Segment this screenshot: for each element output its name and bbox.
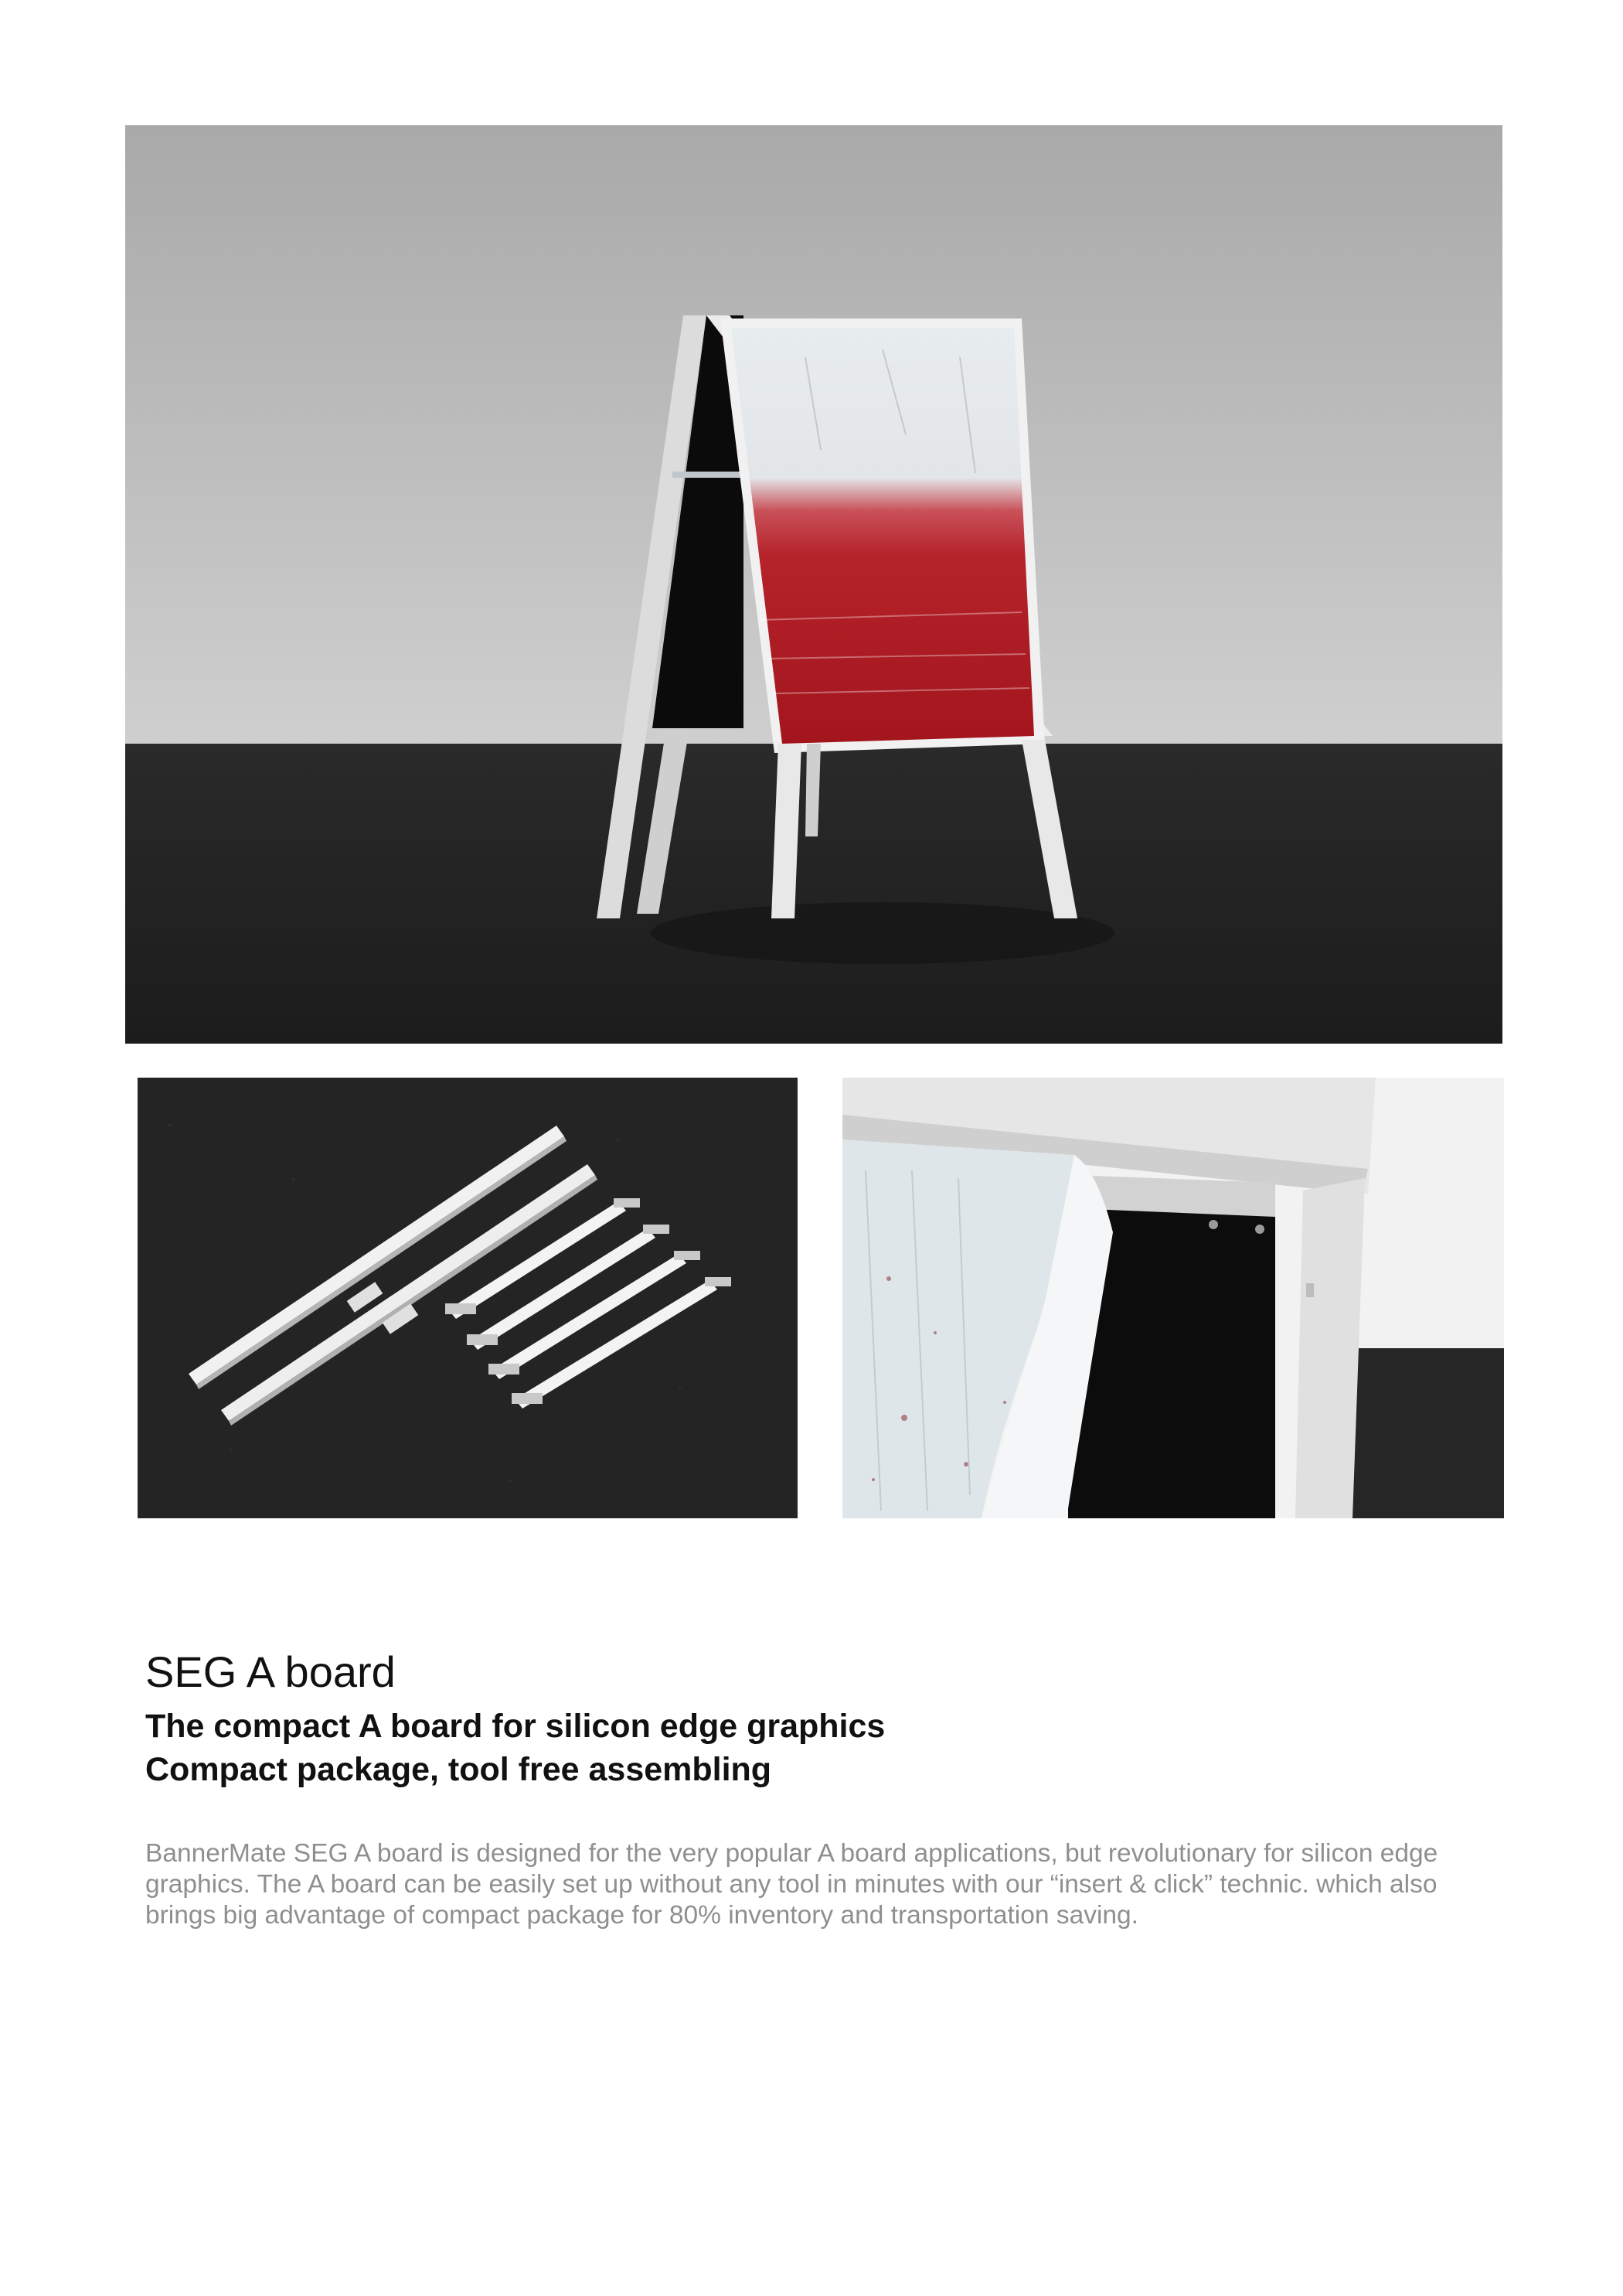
detail-photo-frame-corner (842, 1078, 1504, 1518)
hero-photo-a-board (125, 125, 1502, 1044)
product-subtitle-1: The compact A board for silicon edge graphics (145, 1708, 886, 1745)
frame-corner-illustration (842, 1078, 1504, 1518)
product-description: BannerMate SEG A board is designed for the very popular A board applications, but revolutionary for silicon edge graphics. The A board can be easily set up without any tool in minutes with our “insert & click” technic. which also brings big advantage of compact package for 80% inventory and transportation saving. (145, 1839, 1438, 1930)
a-board-illustration (125, 125, 1502, 1044)
product-subtitle-2: Compact package, tool free assembling (145, 1751, 772, 1788)
profiles-illustration (138, 1078, 798, 1518)
parts-photo-profiles (138, 1078, 798, 1518)
product-title: SEG A board (145, 1647, 396, 1696)
